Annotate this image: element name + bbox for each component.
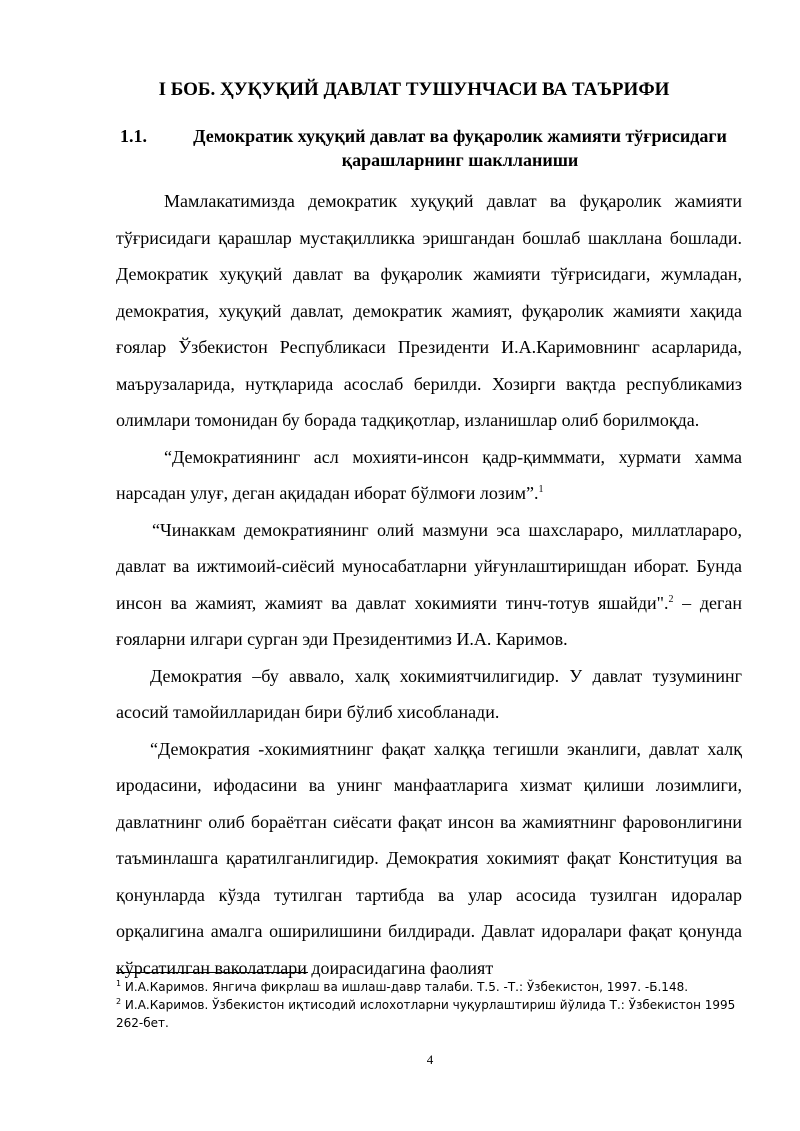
- footnote-mark: 2: [116, 997, 122, 1006]
- footnote: $^1$ И.А.Каримов. Янгича фикрлаш ва ишлаш-давр талаби. Т.5. -Т.: Ўзбекистон, 1997. -Б.148.: [116, 979, 689, 994]
- paragraph: “Чинаккам демократиянинг олий мазмуни эса шахслараро, миллатлараро, давлат ва ижтимоий-сиёсий муносабатларни уйғунлаштиришдан иборат. Бунда инсон ва жамият, жамият ва давлат хокимияти тинч-тотув яшайди".$^2$ – деган ғояларни илгари сурган эди Президентимиз И.А. Каримов.: [116, 519, 742, 649]
- section-title: Демократик хуқуқий давлат ва фуқаролик жамияти тўғрисидаги қарашларнинг шаклланиши: [193, 126, 727, 170]
- paragraph: Мамлакатимизда демократик хуқуқий давлат ва фуқаролик жамияти тўғрисидаги қарашлар мустақилликка эришгандан бошлаб шакллана бошлади. Демократик хуқуқий давлат ва фуқаролик жамияти тўғрисидаги, жумладан, демократия, хуқуқий давлат, демократик жамият, фуқаролик жамияти хақида ғоялар Ўзбекистон Республикаси Президенти И.А.Каримовнинг асарларида, маърузаларида, нутқларида асослаб берилди. Хозирги вақтда республикамиз олимлари томонидан бу борада тадқиқотлар, изланишлар олиб борилмоқда.: [116, 191, 742, 430]
- paragraph: “Демократиянинг асл мохияти-инсон қадр-қимммати, хурмати хамма нарсадан улуғ, деган ақидадан иборат бўлмоғи лозим”.$^1$: [116, 446, 742, 503]
- footnote-ref[interactable]: 2: [668, 593, 674, 605]
- page-number: 4: [426, 1052, 434, 1067]
- paragraph: “Демократия -хокимиятнинг фақат халққа тегишли эканлиги, давлат халқ иродасини, ифодасини ва унинг манфаатларига хизмат қилиши лозимлиги, давлатнинг олиб бораётган сиёсати фақат инсон ва жамиятнинг фаровонлигини таъминлашга қаратилганлигидир. Демократия хокимият фақат Конституция ва қонунларда кўзда тутилган тартибда ва улар асосида тузилган идоралар орқалигина амалга оширилишини билдиради. Давлат идоралари фақат қонунда кўрсатилган ваколатлари доирасидагина фаолият: [116, 738, 742, 978]
- chapter-title: I БОБ. ҲУҚУҚИЙ ДАВЛАТ ТУШУНЧАСИ ВА ТАЪРИФИ: [158, 79, 670, 100]
- body-text: [116, 183, 742, 986]
- footnote-divider: [116, 972, 308, 973]
- footnote-ref[interactable]: 1: [538, 484, 544, 495]
- paragraph: Демократия –бу аввало, халқ хокимиятчилигидир. У давлат тузумининг асосий тамойилларидан бири бўлиб хисобланади.: [116, 665, 742, 722]
- footnote-mark: 1: [116, 979, 122, 988]
- footnote: $^2$ И.А.Каримов. Ўзбекистон иқтисодий ислохотларни чуқурлаштириш йўлида Т.: Ўзбекистон 1995 262-бет.: [116, 997, 736, 1030]
- section-number: 1.1.: [120, 126, 147, 146]
- footnotes: [116, 978, 742, 1032]
